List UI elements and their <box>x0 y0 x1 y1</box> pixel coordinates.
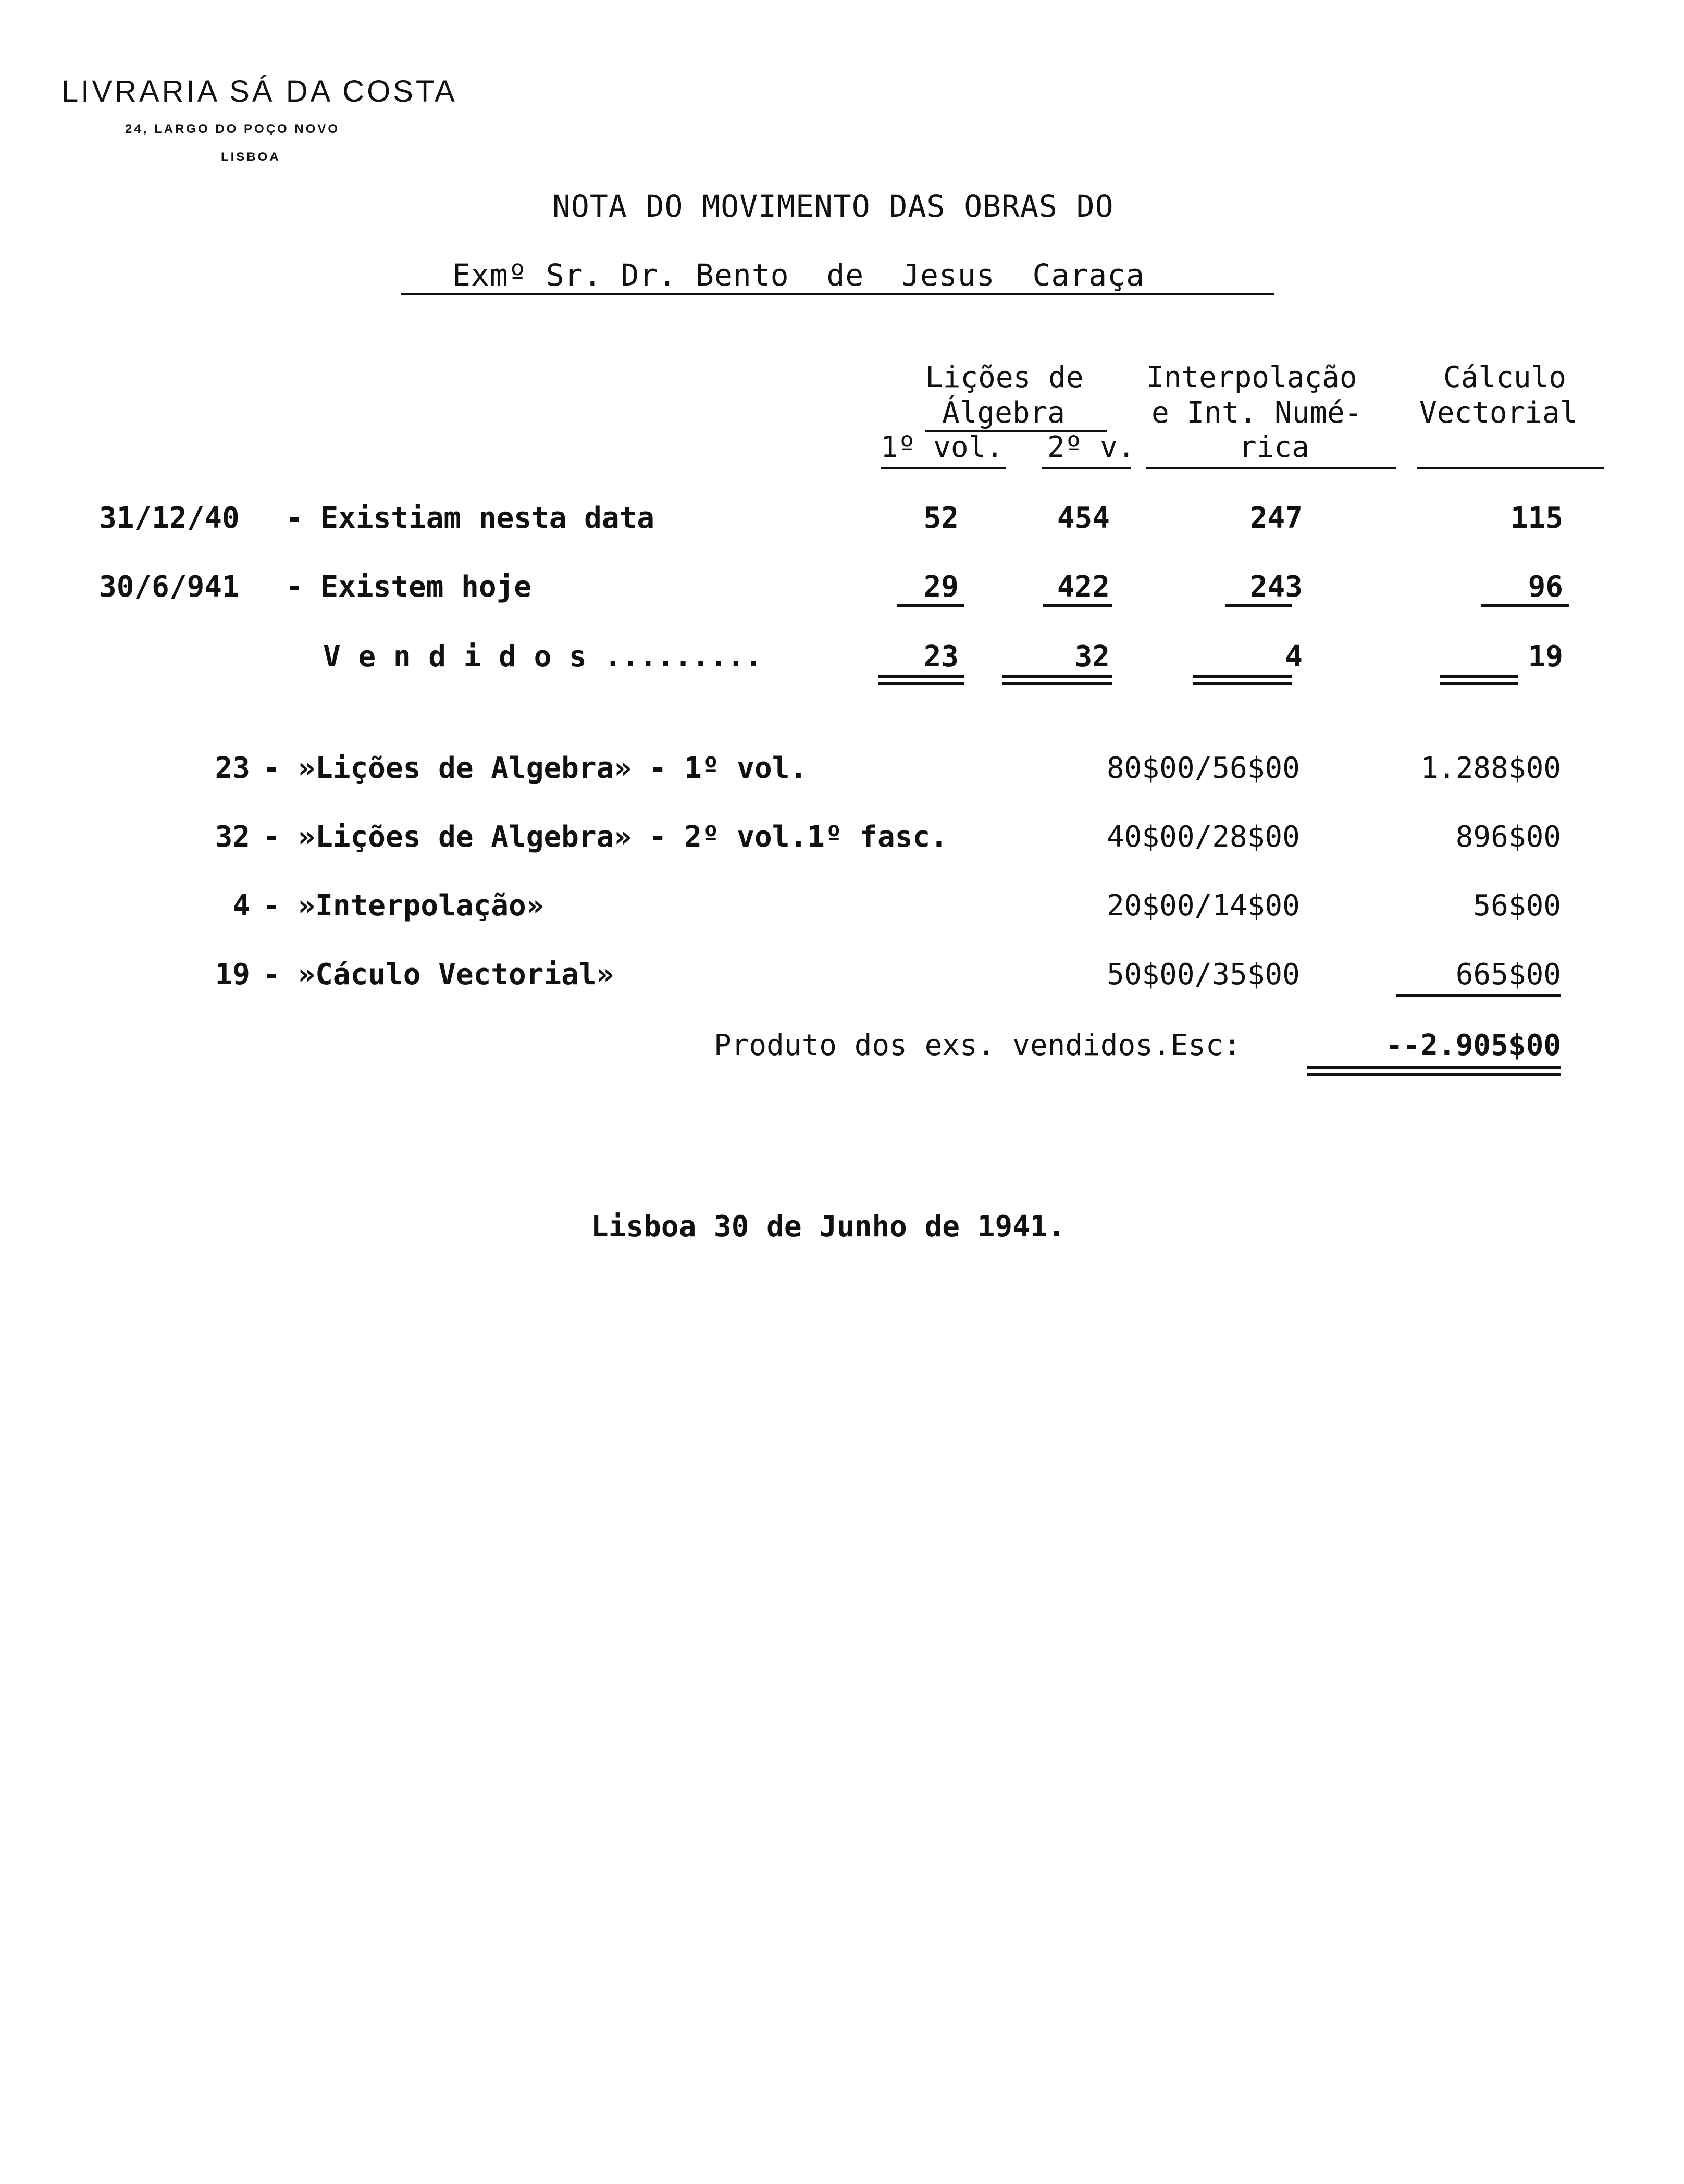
sales-price: 20$00/14$00 <box>1107 889 1300 923</box>
subtraction-underline <box>1481 604 1569 607</box>
sales-title: - »Cáculo Vectorial» <box>263 958 614 991</box>
row-value-licoes-vol2: 454 <box>1057 501 1110 535</box>
sales-total: 56$00 <box>1473 889 1561 923</box>
grand-total-double-underline <box>1307 1073 1561 1076</box>
sold-double-underline <box>878 675 964 678</box>
header-interpolacao-line3: rica <box>1239 430 1309 464</box>
header-interpolacao-line1: Interpolação <box>1146 361 1357 394</box>
row-value-licoes-vol1: 29 <box>923 570 959 604</box>
row-label: V e n d i d o s ......... <box>323 640 762 674</box>
sold-double-underline <box>1440 682 1518 685</box>
letterhead-address: 24, LARGO DO POÇO NOVO <box>125 122 340 136</box>
grand-total-double-underline <box>1307 1066 1561 1069</box>
sales-total: 1.288$00 <box>1420 751 1561 785</box>
recipient-line: Exmº Sr. Dr. Bento de Jesus Caraça <box>452 257 1145 293</box>
sales-qty: 4 <box>232 889 250 923</box>
header-vol1-underline <box>881 467 1006 469</box>
sales-title: - »Lições de Algebra» - 2º vol.1º fasc. <box>263 820 948 854</box>
sold-double-underline <box>1193 675 1292 678</box>
row-value-calculo: 19 <box>1528 640 1563 674</box>
row-date: 30/6/941 <box>99 570 240 604</box>
subtraction-underline <box>1225 604 1292 607</box>
row-value-licoes-vol1: 23 <box>923 640 959 674</box>
subtraction-underline <box>897 604 964 607</box>
document-title: NOTA DO MOVIMENTO DAS OBRAS DO <box>552 189 1114 224</box>
row-label: - Existem hoje <box>286 570 532 604</box>
sales-qty: 32 <box>215 820 250 854</box>
header-vol2-underline <box>1042 467 1131 469</box>
row-value-licoes-vol2: 32 <box>1074 640 1110 674</box>
row-value-licoes-vol2: 422 <box>1057 570 1110 604</box>
subtraction-underline <box>1043 604 1112 607</box>
sales-title: - »Lições de Algebra» - 1º vol. <box>263 751 808 785</box>
row-value-interpolacao: 4 <box>1285 640 1303 674</box>
header-calculo-underline <box>1417 467 1604 469</box>
letterhead-city: LISBOA <box>221 150 281 164</box>
header-licoes-vol1: 1º vol. <box>881 430 1004 464</box>
header-interpolacao-underline <box>1146 467 1396 469</box>
sales-total: 665$00 <box>1455 958 1561 991</box>
sold-double-underline <box>878 682 964 685</box>
closing-date-line: Lisboa 30 de Junho de 1941. <box>591 1210 1066 1244</box>
row-date: 31/12/40 <box>99 501 240 535</box>
sales-price: 40$00/28$00 <box>1107 820 1300 854</box>
header-licoes-line1: Lições de <box>925 361 1084 394</box>
row-value-interpolacao: 243 <box>1249 570 1303 604</box>
header-licoes-line2: Álgebra <box>942 396 1066 430</box>
sold-double-underline <box>1193 682 1292 685</box>
letterhead-name: LIVRARIA SÁ DA COSTA <box>61 75 457 108</box>
row-value-calculo: 96 <box>1528 570 1563 604</box>
sales-price: 80$00/56$00 <box>1107 751 1300 785</box>
row-value-interpolacao: 247 <box>1249 501 1303 535</box>
header-calculo-line1: Cálculo <box>1443 361 1567 394</box>
sales-qty: 23 <box>215 751 250 785</box>
row-label: - Existiam nesta data <box>286 501 655 535</box>
sold-double-underline <box>1440 675 1518 678</box>
row-value-licoes-vol1: 52 <box>923 501 959 535</box>
sum-underline <box>1396 994 1561 997</box>
header-licoes-vol2: 2º v. <box>1047 430 1135 464</box>
grand-total-value: --2.905$00 <box>1385 1028 1561 1062</box>
recipient-underline <box>401 293 1274 295</box>
sales-price: 50$00/35$00 <box>1107 958 1300 991</box>
sales-qty: 19 <box>215 958 250 991</box>
sales-total: 896$00 <box>1455 820 1561 854</box>
sold-double-underline <box>1002 675 1112 678</box>
header-interpolacao-line2: e Int. Numé- <box>1151 396 1363 430</box>
row-value-calculo: 115 <box>1510 501 1563 535</box>
grand-total-label: Produto dos exs. vendidos.Esc: <box>714 1028 1241 1062</box>
sales-title: - »Interpolação» <box>263 889 544 923</box>
sold-double-underline <box>1002 682 1112 685</box>
header-calculo-line2: Vectorial <box>1419 396 1578 430</box>
